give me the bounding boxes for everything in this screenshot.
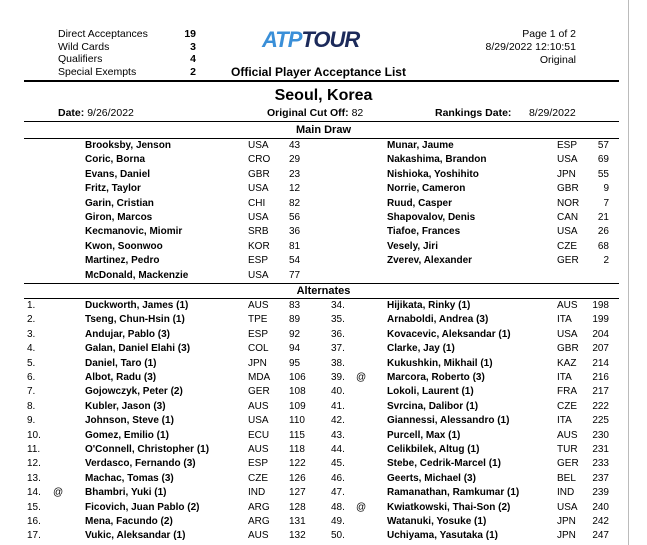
player-name: Ruud, Casper [387, 197, 453, 209]
player-rank: 230 [592, 429, 609, 441]
player-rank: 77 [289, 269, 301, 281]
player-country: SRB [248, 226, 269, 238]
player-country: ESP [248, 458, 269, 470]
player-rank: 106 [289, 372, 306, 383]
date-label: Date: [58, 107, 85, 119]
page-number: Page 1 of 2 [522, 28, 576, 40]
divider [24, 283, 619, 284]
player-name: Daniel, Taro (1) [85, 357, 157, 369]
alternate-number: 2. [27, 314, 36, 326]
player-country: GER [248, 386, 270, 398]
player-name: Ficovich, Juan Pablo (2) [85, 501, 200, 513]
player-name: Hijikata, Rinky (1) [387, 300, 471, 311]
player-rank: 81 [289, 240, 301, 252]
player-rank: 247 [592, 530, 609, 542]
divider [24, 298, 619, 299]
player-country: ESP [248, 255, 269, 267]
player-name: Tiafoe, Frances [387, 226, 461, 238]
list-status: Original [539, 54, 576, 66]
player-rank: 43 [289, 140, 301, 151]
player-rank: 128 [289, 501, 306, 513]
player-name: Martinez, Pedro [85, 255, 160, 267]
main-draw-title: Main Draw [295, 124, 351, 136]
player-name: Brooksby, Jenson [85, 140, 171, 151]
player-country: IND [557, 487, 575, 499]
player-rank: 231 [592, 444, 609, 455]
player-name: Giannessi, Alessandro (1) [387, 415, 510, 427]
player-name: Kovacevic, Aleksandar (1) [387, 328, 511, 340]
alternate-number: 17. [27, 530, 41, 542]
table-row [0, 300, 647, 314]
event-date [58, 107, 134, 119]
player-rank: 29 [289, 154, 301, 166]
table-row [0, 169, 647, 183]
rankings-date [435, 107, 576, 119]
player-rank: 108 [289, 386, 306, 398]
player-rank: 233 [592, 458, 609, 470]
player-rank: 69 [597, 154, 609, 166]
player-country: USA [248, 269, 269, 281]
player-name: Tseng, Chun-Hsin (1) [85, 314, 185, 326]
player-rank: 109 [289, 400, 306, 412]
alternate-number: 37. [331, 343, 345, 355]
table-row [0, 140, 647, 154]
player-country: CRO [248, 154, 271, 166]
player-name: Johnson, Steve (1) [85, 415, 174, 427]
alternate-number: 47. [331, 487, 345, 499]
player-name: Nakashima, Brandon [387, 154, 487, 166]
player-name: Norrie, Cameron [387, 183, 466, 195]
player-name: Uchiyama, Yasutaka (1) [387, 530, 498, 542]
date-value: 9/26/2022 [87, 107, 134, 119]
player-rank: 36 [289, 226, 301, 238]
player-name: Vukic, Aleksandar (1) [85, 530, 186, 542]
player-country: ESP [248, 328, 269, 340]
table-row [0, 270, 647, 284]
divider [24, 121, 619, 122]
player-name: Duckworth, James (1) [85, 300, 189, 311]
player-country: GBR [248, 168, 270, 180]
rankings-value: 8/29/2022 [528, 107, 576, 119]
player-rank: 54 [289, 255, 301, 267]
player-country: NOR [557, 197, 580, 209]
player-country: USA [248, 415, 269, 427]
alternate-number: 34. [331, 300, 345, 311]
alternate-number: 44. [331, 444, 345, 455]
player-country: CZE [248, 472, 268, 484]
player-name: Kecmanovic, Miomir [85, 226, 183, 238]
table-row [0, 415, 647, 429]
player-rank: 214 [592, 357, 609, 369]
player-rank: 95 [289, 357, 301, 369]
player-rank: 126 [289, 472, 306, 484]
player-name: Galan, Daniel Elahi (3) [85, 343, 191, 355]
alternate-number: 13. [27, 472, 41, 484]
player-rank: 240 [592, 501, 609, 513]
table-row [0, 386, 647, 400]
player-country: ITA [557, 314, 572, 326]
page-title: Official Player Acceptance List [231, 65, 406, 79]
tour-logo-text: TOUR [301, 27, 360, 52]
player-country: AUS [557, 300, 578, 311]
player-name: Gomez, Emilio (1) [85, 429, 169, 441]
player-name: Munar, Jaume [387, 140, 454, 151]
player-country: ECU [248, 429, 270, 441]
player-name: Coric, Borna [85, 154, 146, 166]
player-rank: 127 [289, 487, 306, 499]
atp-tour-logo [262, 27, 359, 51]
player-name: Geerts, Michael (3) [387, 472, 476, 484]
player-rank: 115 [289, 429, 305, 441]
player-country: IND [248, 487, 266, 499]
player-country: USA [248, 140, 269, 151]
player-country: USA [248, 183, 269, 195]
player-name: Andujar, Pablo (3) [85, 328, 171, 340]
table-row [0, 444, 647, 458]
alternate-number: 50. [331, 530, 345, 542]
player-country: USA [248, 212, 269, 223]
wildcard-marker: @ [53, 487, 64, 499]
player-name: Evans, Daniel [85, 168, 151, 180]
table-row [0, 154, 647, 168]
player-rank: 118 [289, 444, 305, 455]
alternate-number: 38. [331, 357, 345, 369]
player-country: JPN [248, 357, 267, 369]
player-name: Svrcina, Dalibor (1) [387, 400, 479, 412]
player-country: TUR [557, 444, 578, 455]
alternate-number: 15. [27, 501, 41, 513]
alternate-number: 36. [331, 328, 345, 340]
player-country: USA [557, 328, 578, 340]
player-country: GBR [557, 343, 579, 355]
table-row [0, 516, 647, 530]
alternate-number: 41. [331, 400, 345, 412]
player-rank: 83 [289, 300, 301, 311]
player-rank: 242 [592, 516, 609, 527]
player-country: TPE [248, 314, 268, 326]
player-country: BEL [557, 472, 576, 484]
player-name: Garin, Cristian [85, 197, 154, 209]
alternate-number: 42. [331, 415, 345, 427]
player-country: KAZ [557, 357, 577, 369]
summary-value: 3 [190, 40, 196, 53]
table-row [0, 487, 647, 501]
divider [24, 80, 619, 82]
table-row [0, 430, 647, 444]
player-name: Mena, Facundo (2) [85, 516, 173, 527]
table-row [0, 183, 647, 197]
player-rank: 26 [597, 226, 609, 238]
player-country: GER [557, 255, 579, 267]
cutoff-value: 82 [351, 107, 364, 119]
alternate-number: 12. [27, 458, 41, 470]
player-country: MDA [248, 372, 271, 383]
alternate-number: 45. [331, 458, 345, 470]
player-rank: 68 [597, 240, 609, 252]
cutoff-label: Original Cut Off: [267, 107, 349, 119]
player-rank: 21 [597, 212, 609, 223]
player-name: Lokoli, Laurent (1) [387, 386, 474, 398]
table-row [0, 358, 647, 372]
player-country: ARG [248, 501, 270, 513]
player-rank: 217 [592, 386, 609, 398]
player-rank: 199 [592, 314, 609, 326]
alternate-number: 10. [27, 429, 41, 441]
player-rank: 23 [289, 168, 301, 180]
summary-label: Direct Acceptances [58, 28, 148, 40]
player-country: ARG [248, 516, 270, 527]
player-rank: 56 [289, 212, 301, 223]
alternate-number: 6. [27, 372, 36, 383]
alternate-number: 39. [331, 372, 345, 383]
summary-label: Wild Cards [58, 40, 110, 53]
player-name: Clarke, Jay (1) [387, 343, 455, 355]
player-rank: 2 [603, 255, 609, 267]
player-rank: 132 [289, 530, 306, 542]
player-country: ITA [557, 415, 572, 427]
alternate-number: 8. [27, 400, 36, 412]
player-name: Shapovalov, Denis [387, 212, 476, 223]
player-name: Celikbilek, Altug (1) [387, 444, 480, 455]
player-country: AUS [248, 300, 269, 311]
summary-value: 19 [184, 28, 196, 40]
player-country: AUS [248, 530, 269, 542]
player-country: ITA [557, 372, 572, 383]
table-row [0, 314, 647, 328]
player-name: Kubler, Jason (3) [85, 400, 166, 412]
player-rank: 55 [597, 168, 609, 180]
alternate-number: 3. [27, 328, 36, 340]
player-name: Kwon, Soonwoo [85, 240, 163, 252]
alternate-number: 16. [27, 516, 41, 527]
player-rank: 92 [289, 328, 301, 340]
alternate-number: 5. [27, 357, 36, 369]
player-name: Ramanathan, Ramkumar (1) [387, 487, 520, 499]
player-country: GBR [557, 183, 579, 195]
player-rank: 198 [592, 300, 609, 311]
table-row [0, 458, 647, 472]
tournament-city: Seoul, Korea [274, 87, 373, 104]
atp-logo-text: ATP [262, 27, 302, 52]
player-name: Albot, Radu (3) [85, 372, 157, 383]
alternates-title: Alternates [296, 285, 351, 297]
player-country: CZE [557, 240, 577, 252]
rankings-label: Rankings Date: [435, 107, 512, 119]
wildcard-marker: @ [356, 372, 367, 383]
player-name: Watanuki, Yosuke (1) [387, 516, 487, 527]
player-country: AUS [248, 444, 269, 455]
cutoff [267, 107, 363, 119]
player-rank: 110 [289, 415, 305, 427]
table-row [0, 198, 647, 212]
player-rank: 131 [289, 516, 306, 527]
player-country: JPN [557, 168, 576, 180]
player-country: JPN [557, 530, 576, 542]
player-country: COL [248, 343, 269, 355]
player-rank: 82 [289, 197, 301, 209]
player-country: USA [557, 154, 578, 166]
summary-label: Special Exempts [58, 65, 137, 78]
player-rank: 216 [592, 372, 609, 383]
alternate-number: 11. [27, 444, 41, 455]
player-country: KOR [248, 240, 270, 252]
player-name: Machac, Tomas (3) [85, 472, 174, 484]
table-row [0, 329, 647, 343]
player-rank: 57 [597, 140, 609, 151]
alternate-number: 46. [331, 472, 345, 484]
player-name: Nishioka, Yoshihito [387, 168, 479, 180]
table-row [0, 473, 647, 487]
player-rank: 207 [592, 343, 609, 355]
player-rank: 94 [289, 343, 301, 355]
player-name: Verdasco, Fernando (3) [85, 458, 196, 470]
alternate-number: 1. [27, 300, 36, 311]
player-country: AUS [248, 400, 269, 412]
player-name: Bhambri, Yuki (1) [85, 487, 167, 499]
player-country: CZE [557, 400, 577, 412]
alternate-number: 9. [27, 415, 36, 427]
player-country: USA [557, 501, 578, 513]
player-country: AUS [557, 429, 578, 441]
table-row [0, 502, 647, 516]
summary-value: 2 [190, 65, 196, 78]
player-rank: 7 [603, 197, 609, 209]
alternate-number: 49. [331, 516, 345, 527]
player-name: Kwiatkowski, Thai-Son (2) [387, 501, 511, 513]
table-row [0, 255, 647, 269]
player-rank: 89 [289, 314, 301, 326]
table-row [0, 241, 647, 255]
divider [24, 138, 619, 139]
player-rank: 204 [592, 328, 609, 340]
player-rank: 222 [592, 400, 609, 412]
player-name: Kukushkin, Mikhail (1) [387, 357, 493, 369]
player-name: McDonald, Mackenzie [85, 269, 189, 281]
table-row [0, 226, 647, 240]
player-country: GER [557, 458, 579, 470]
table-row [0, 530, 647, 544]
summary-label: Qualifiers [58, 53, 103, 65]
player-rank: 225 [592, 415, 609, 427]
wildcard-marker: @ [356, 501, 367, 513]
player-name: Marcora, Roberto (3) [387, 372, 485, 383]
player-name: Gojowczyk, Peter (2) [85, 386, 183, 398]
player-rank: 122 [289, 458, 306, 470]
alternate-number: 14. [27, 487, 41, 499]
player-name: O'Connell, Christopher (1) [85, 444, 210, 455]
table-row [0, 372, 647, 386]
player-country: ESP [557, 140, 578, 151]
player-country: JPN [557, 516, 576, 527]
player-rank: 9 [603, 183, 609, 195]
alternate-number: 40. [331, 386, 345, 398]
player-name: Giron, Marcos [85, 212, 153, 223]
alternate-number: 35. [331, 314, 345, 326]
alternate-number: 7. [27, 386, 36, 398]
alternate-number: 43. [331, 429, 345, 441]
player-name: Zverev, Alexander [387, 255, 473, 267]
table-row [0, 343, 647, 357]
player-country: CHI [248, 197, 266, 209]
player-name: Arnaboldi, Andrea (3) [387, 314, 489, 326]
alternate-number: 48. [331, 501, 345, 513]
player-rank: 237 [592, 472, 609, 484]
player-country: USA [557, 226, 578, 238]
player-name: Purcell, Max (1) [387, 429, 461, 441]
alternate-number: 4. [27, 343, 36, 355]
table-row [0, 212, 647, 226]
print-datetime: 8/29/2022 12:10:51 [485, 41, 576, 53]
summary-value: 4 [190, 53, 196, 65]
player-name: Stebe, Cedrik-Marcel (1) [387, 458, 501, 470]
player-rank: 12 [289, 183, 301, 195]
table-row [0, 401, 647, 415]
player-name: Vesely, Jiri [387, 240, 438, 252]
player-country: FRA [557, 386, 577, 398]
player-name: Fritz, Taylor [85, 183, 141, 195]
player-country: CAN [557, 212, 579, 223]
player-rank: 239 [592, 487, 609, 499]
